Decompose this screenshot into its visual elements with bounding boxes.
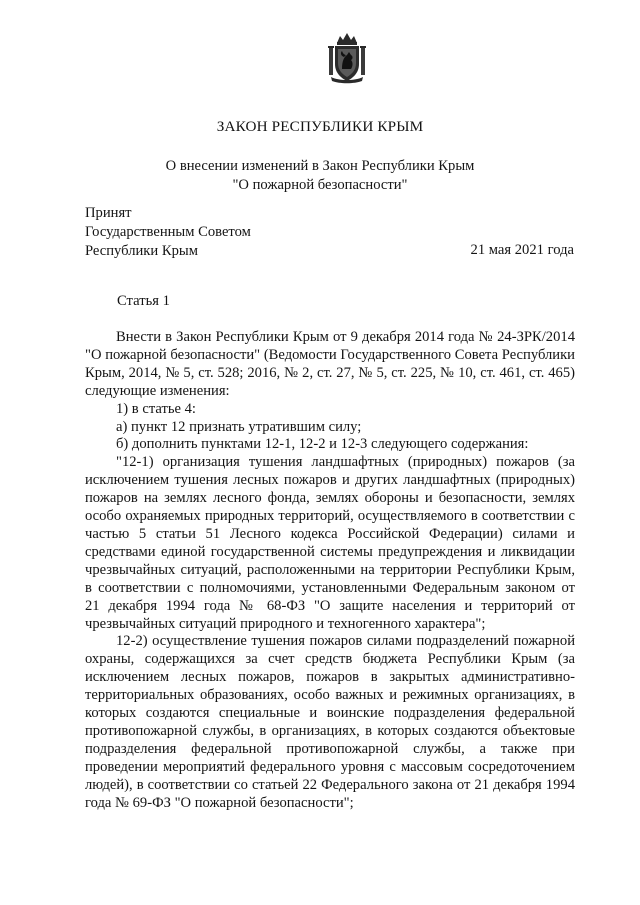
subtitle-line: "О пожарной безопасности" — [232, 177, 408, 193]
adoption-line: Принят — [85, 205, 132, 221]
subtitle-line: О внесении изменений в Закон Республики Крым — [165, 158, 475, 174]
paragraph: "12-1) организация тушения ландшафтных (природных) пожаров (за исключением тушения лесных пожаров и других ландшафтных (природных) пожаров на землях лесного фонда, землях обороны и безопасности, землях особо охраняемых природных территорий, осуществляемого в соответствии с частью 5 статьи 51 Лесного кодекса Российской Федерации) силами и средствами единой государственной системы предупреждения и ликвидации чрезвычайных ситуаций, расположенными на территории Республики Крым, в соответствии с полномочиями, установленными Федеральным законом от 21 декабря 1994 года № 68-ФЗ "О защите населения и территорий от чрезвычайных ситуаций природного и техногенного характера"; — [85, 454, 575, 632]
paragraph: б) дополнить пунктами 12-1, 12-2 и 12-3 следующего содержания: — [116, 436, 529, 453]
law-subtitle — [0, 157, 640, 195]
adoption-date: 21 мая 2021 года — [470, 242, 574, 258]
paragraph: 1) в статье 4: — [116, 400, 196, 417]
law-title: ЗАКОН РЕСПУБЛИКИ КРЫМ — [216, 118, 424, 135]
article-heading: Статья 1 — [117, 293, 170, 309]
paragraph: 12-2) осуществление тушения пожаров силами подразделений пожарной охраны, содержащихся за счет средств бюджета Республики Крым (за исключением лесных пожаров, пожаров в закрытых административно-территориальных образованиях, особо важных и режимных организациях, в которых создаются специальные и воинские подразделения федеральной противопожарной службы, в организациях, в которых создаются объектовые подразделения федеральной противопожарной службы, а также при проведении мероприятий федерального уровня с массовым сосредоточением людей), в соответствии со статьей 22 Федерального закона от 21 декабря 1994 года № 69-ФЗ "О пожарной безопасности"; — [85, 633, 575, 811]
adoption-line: Государственным Советом — [85, 224, 251, 240]
adoption-line: Республики Крым — [85, 243, 198, 259]
paragraph: Внести в Закон Республики Крым от 9 декабря 2014 года № 24-ЗРК/2014 "О пожарной безопасности" (Ведомости Государственного Совета Республики Крым, 2014, № 5, ст. 528; 2016, № 2, ст. 27, № 5, ст. 225, № 10, ст. 461, ст. 465) следующие изменения: — [85, 329, 575, 399]
adoption-block — [85, 204, 251, 261]
paragraph: а) пункт 12 признать утратившим силу; — [116, 418, 362, 435]
article-body — [85, 329, 575, 812]
coat-of-arms-emblem — [327, 31, 367, 85]
